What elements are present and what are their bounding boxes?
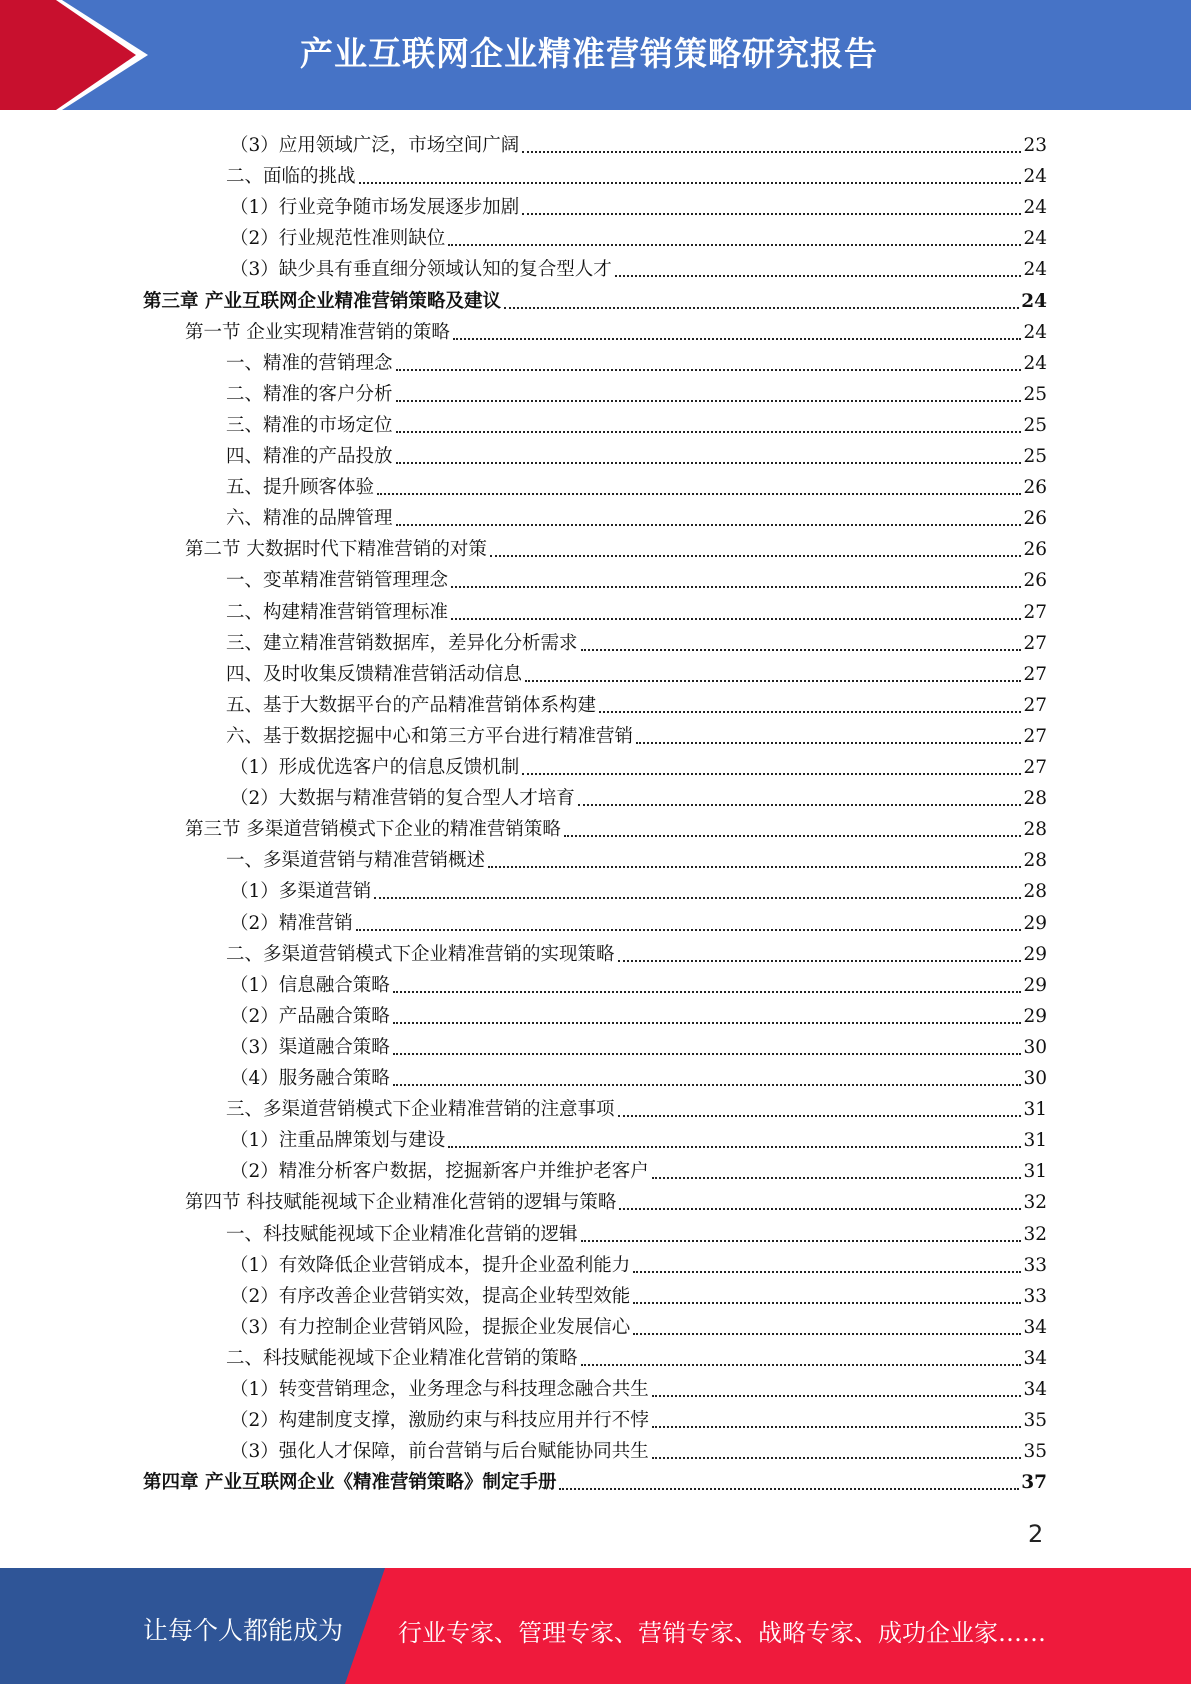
toc-entry-title: 五、基于大数据平台的产品精准营销体系构建 xyxy=(226,694,597,716)
toc-entry-page: 32 xyxy=(1023,1223,1047,1245)
toc-section-row[interactable] xyxy=(185,315,1047,346)
toc-dot-leader xyxy=(522,773,1021,775)
toc-entry-title: （2）产品融合策略 xyxy=(230,1005,390,1027)
toc-entry-page: 26 xyxy=(1023,570,1047,592)
toc-entry-page: 28 xyxy=(1023,788,1047,810)
page-header xyxy=(0,0,1191,110)
toc-entry-page: 29 xyxy=(1023,974,1047,996)
toc-entry-title: （1）有效降低企业营销成本，提升企业盈利能力 xyxy=(230,1254,631,1276)
toc-dot-leader xyxy=(619,1208,1021,1210)
toc-dot-leader xyxy=(578,804,1022,806)
toc-section-row[interactable] xyxy=(185,1185,1047,1216)
toc-entry-page: 30 xyxy=(1023,1036,1047,1058)
toc-item-row[interactable] xyxy=(230,874,1047,905)
page-footer xyxy=(0,1568,1191,1684)
toc-item-row[interactable] xyxy=(230,968,1047,999)
toc-dot-leader xyxy=(581,649,1022,651)
toc-entry-page: 24 xyxy=(1023,259,1047,281)
toc-entry-title: 四、精准的产品投放 xyxy=(226,446,393,467)
toc-entry-title: 第四章 产业互联网企业《精准营销策略》制定手册 xyxy=(143,1472,557,1494)
toc-dot-leader xyxy=(652,1426,1022,1428)
toc-entry-page: 32 xyxy=(1023,1192,1047,1214)
toc-item-row[interactable] xyxy=(230,221,1047,252)
toc-entry-page: 25 xyxy=(1023,383,1047,405)
toc-dot-leader xyxy=(633,1302,1021,1304)
toc-dot-leader xyxy=(396,462,1022,464)
toc-entry-title: 六、基于数据挖掘中心和第三方平台进行精准营销 xyxy=(226,725,634,747)
toc-entry-page: 31 xyxy=(1023,1130,1047,1152)
toc-entry-page: 27 xyxy=(1023,663,1047,685)
toc-dot-leader xyxy=(396,369,1022,371)
toc-entry-page: 27 xyxy=(1023,725,1047,747)
toc-entry-page: 34 xyxy=(1023,1347,1047,1369)
toc-dot-leader xyxy=(451,618,1021,620)
toc-entry-title: 三、建立精准营销数据库，差异化分析需求 xyxy=(226,632,578,654)
toc-entry-title: （1）信息融合策略 xyxy=(230,974,390,996)
toc-entry-title: （2）精准营销 xyxy=(230,912,353,934)
toc-entry-page: 27 xyxy=(1023,601,1047,623)
toc-entry-page: 34 xyxy=(1023,1379,1047,1400)
toc-item-row[interactable] xyxy=(226,937,1047,968)
toc-entry-page: 33 xyxy=(1023,1285,1047,1307)
toc-dot-leader xyxy=(652,1395,1022,1397)
toc-item-row[interactable] xyxy=(230,1310,1047,1341)
toc-dot-leader xyxy=(581,1364,1022,1366)
toc-dot-leader xyxy=(615,275,1022,277)
toc-dot-leader xyxy=(525,680,1021,682)
toc-entry-page: 27 xyxy=(1023,757,1047,778)
toc-entry-page: 26 xyxy=(1023,539,1047,561)
toc-item-row[interactable] xyxy=(230,1403,1047,1434)
toc-item-row[interactable] xyxy=(230,1061,1047,1092)
toc-dot-leader xyxy=(522,151,1021,153)
toc-item-row[interactable] xyxy=(230,1154,1047,1185)
toc-entry-page: 26 xyxy=(1023,508,1047,530)
toc-entry-page: 24 xyxy=(1023,197,1047,219)
toc-entry-page: 29 xyxy=(1023,1005,1047,1027)
toc-entry-title: 第四节 科技赋能视域下企业精准化营销的逻辑与策略 xyxy=(185,1192,617,1214)
toc-dot-leader xyxy=(633,1271,1021,1273)
toc-item-row[interactable] xyxy=(230,1030,1047,1061)
toc-entry-page: 28 xyxy=(1023,819,1047,841)
toc-entry-title: 第三章 产业互联网企业精准营销策略及建议 xyxy=(143,290,501,312)
toc-dot-leader xyxy=(633,1333,1021,1335)
toc-entry-page: 34 xyxy=(1023,1316,1047,1338)
toc-entry-title: 一、科技赋能视域下企业精准化营销的逻辑 xyxy=(226,1223,578,1245)
toc-section-row[interactable] xyxy=(185,532,1047,563)
toc-entry-page: 24 xyxy=(1023,166,1047,188)
toc-dot-leader xyxy=(374,897,1021,899)
toc-item-row[interactable] xyxy=(230,1279,1047,1310)
toc-dot-leader xyxy=(490,555,1022,557)
toc-entry-title: （3）缺少具有垂直细分领域认知的复合型人才 xyxy=(230,259,612,281)
toc-entry-title: 二、科技赋能视域下企业精准化营销的策略 xyxy=(226,1347,578,1369)
footer-slogan-right: 行业专家、管理专家、营销专家、战略专家、成功企业家…… xyxy=(398,1619,1046,1647)
toc-dot-leader xyxy=(377,493,1021,495)
toc-entry-page: 29 xyxy=(1023,943,1047,965)
toc-item-row[interactable] xyxy=(230,190,1047,221)
toc-entry-title: （1）多渠道营销 xyxy=(230,881,372,903)
toc-dot-leader xyxy=(522,213,1021,215)
toc-entry-title: 一、变革精准营销管理理念 xyxy=(226,570,449,592)
toc-item-row[interactable] xyxy=(226,688,1047,719)
toc-entry-page: 24 xyxy=(1023,321,1047,343)
toc-entry-title: 二、多渠道营销模式下企业精准营销的实现策略 xyxy=(226,943,615,965)
toc-item-row[interactable] xyxy=(230,252,1047,283)
toc-item-row[interactable] xyxy=(230,1372,1047,1403)
toc-entry-page: 23 xyxy=(1023,135,1047,156)
toc-item-row[interactable] xyxy=(230,906,1047,937)
toc-item-row[interactable] xyxy=(226,595,1047,626)
toc-entry-page: 25 xyxy=(1023,446,1047,467)
toc-item-row[interactable] xyxy=(226,1341,1047,1372)
toc-entry-page: 31 xyxy=(1023,1099,1047,1121)
toc-item-row[interactable] xyxy=(226,626,1047,657)
toc-entry-title: 五、提升顾客体验 xyxy=(226,477,375,499)
toc-item-row[interactable] xyxy=(230,1248,1047,1279)
toc-item-row[interactable] xyxy=(226,657,1047,688)
toc-entry-title: （1）行业竞争随市场发展逐步加剧 xyxy=(230,197,520,219)
toc-entry-title: （2）大数据与精准营销的复合型人才培育 xyxy=(230,788,575,810)
toc-item-row[interactable] xyxy=(226,563,1047,594)
toc-entry-title: （3）渠道融合策略 xyxy=(230,1036,390,1058)
toc-entry-title: （3）有力控制企业营销风险，提振企业发展信心 xyxy=(230,1316,631,1338)
toc-entry-title: 三、多渠道营销模式下企业精准营销的注意事项 xyxy=(226,1099,615,1121)
toc-entry-title: 二、构建精准营销管理标准 xyxy=(226,601,449,623)
toc-entry-title: 第一节 企业实现精准营销的策略 xyxy=(185,321,450,343)
toc-item-row[interactable] xyxy=(226,439,1047,470)
toc-item-row[interactable] xyxy=(226,1217,1047,1248)
toc-section-row[interactable] xyxy=(185,812,1047,843)
toc-chapter-row[interactable] xyxy=(143,1465,1047,1496)
toc-entry-title: 二、精准的客户分析 xyxy=(226,383,393,405)
toc-dot-leader xyxy=(618,1115,1022,1117)
toc-item-row[interactable] xyxy=(226,470,1047,501)
toc-dot-leader xyxy=(393,1084,1022,1086)
toc-item-row[interactable] xyxy=(230,1434,1047,1465)
toc-entry-page: 27 xyxy=(1023,632,1047,654)
toc-dot-leader xyxy=(356,929,1022,931)
toc-entry-page: 35 xyxy=(1023,1441,1047,1463)
toc-item-row[interactable] xyxy=(230,1123,1047,1154)
toc-entry-page: 30 xyxy=(1023,1068,1047,1089)
toc-dot-leader xyxy=(396,400,1022,402)
toc-entry-title: （1）转变营销理念，业务理念与科技理念融合共生 xyxy=(230,1379,649,1400)
toc-entry-title: 六、精准的品牌管理 xyxy=(226,508,393,530)
toc-entry-title: （2）行业规范性准则缺位 xyxy=(230,228,446,250)
toc-dot-leader xyxy=(393,1053,1022,1055)
toc-item-row[interactable] xyxy=(226,1092,1047,1123)
toc-dot-leader xyxy=(488,866,1021,868)
toc-item-row[interactable] xyxy=(226,346,1047,377)
toc-entry-title: （2）构建制度支撑，激励约束与科技应用并行不悖 xyxy=(230,1410,649,1432)
toc-entry-page: 24 xyxy=(1021,290,1047,312)
document-title: 产业互联网企业精准营销策略研究报告 xyxy=(300,34,878,73)
toc-entry-title: 第二节 大数据时代下精准营销的对策 xyxy=(185,539,487,561)
toc-entry-title: 四、及时收集反馈精准营销活动信息 xyxy=(226,663,523,685)
toc-dot-leader xyxy=(581,1240,1022,1242)
toc-dot-leader xyxy=(396,431,1022,433)
toc-entry-title: （1）注重品牌策划与建设 xyxy=(230,1130,446,1152)
toc-item-row[interactable] xyxy=(226,843,1047,874)
toc-dot-leader xyxy=(393,1022,1022,1024)
toc-entry-page: 25 xyxy=(1023,414,1047,436)
toc-entry-title: （3）强化人才保障，前台营销与后台赋能协同共生 xyxy=(230,1441,649,1463)
toc-item-row[interactable] xyxy=(230,128,1047,159)
toc-item-row[interactable] xyxy=(230,781,1047,812)
toc-dot-leader xyxy=(636,742,1021,744)
toc-entry-page: 24 xyxy=(1023,228,1047,250)
toc-entry-page: 35 xyxy=(1023,1410,1047,1432)
toc-entry-title: 二、面临的挑战 xyxy=(226,166,356,188)
toc-dot-leader xyxy=(453,338,1022,340)
toc-entry-page: 27 xyxy=(1023,694,1047,716)
toc-dot-leader xyxy=(564,835,1022,837)
toc-entry-title: 第三节 多渠道营销模式下企业的精准营销策略 xyxy=(185,819,561,841)
toc-entry-title: 一、多渠道营销与精准营销概述 xyxy=(226,850,486,872)
toc-entry-title: （2）有序改善企业营销实效，提高企业转型效能 xyxy=(230,1285,631,1307)
toc-item-row[interactable] xyxy=(226,408,1047,439)
toc-dot-leader xyxy=(652,1457,1022,1459)
toc-entry-page: 33 xyxy=(1023,1254,1047,1276)
toc-entry-page: 37 xyxy=(1021,1472,1047,1494)
footer-slogan-left: 让每个人都能成为 xyxy=(143,1616,344,1645)
toc-dot-leader xyxy=(504,307,1019,309)
toc-entry-title: （1）形成优选客户的信息反馈机制 xyxy=(230,757,520,778)
toc-entry-page: 26 xyxy=(1023,477,1047,499)
toc-dot-leader xyxy=(559,1488,1019,1490)
toc-entry-page: 24 xyxy=(1023,352,1047,374)
toc-item-row[interactable] xyxy=(226,159,1047,190)
toc-entry-page: 29 xyxy=(1023,912,1047,934)
toc-dot-leader xyxy=(652,1177,1022,1179)
toc-entry-page: 28 xyxy=(1023,881,1047,903)
toc-dot-leader xyxy=(618,960,1022,962)
toc-dot-leader xyxy=(448,244,1021,246)
toc-dot-leader xyxy=(359,182,1022,184)
toc-item-row[interactable] xyxy=(230,999,1047,1030)
toc-entry-title: （4）服务融合策略 xyxy=(230,1068,390,1089)
toc-entry-title: （3）应用领域广泛，市场空间广阔 xyxy=(230,135,520,156)
toc-dot-leader xyxy=(396,524,1022,526)
toc-entry-title: 三、精准的市场定位 xyxy=(226,414,393,436)
toc-item-row[interactable] xyxy=(226,719,1047,750)
toc-dot-leader xyxy=(599,711,1021,713)
toc-dot-leader xyxy=(451,586,1021,588)
toc-dot-leader xyxy=(448,1146,1021,1148)
toc-entry-title: （2）精准分析客户数据，挖掘新客户并维护老客户 xyxy=(230,1161,649,1183)
toc-entry-page: 31 xyxy=(1023,1161,1047,1183)
toc-chapter-row[interactable] xyxy=(143,284,1047,315)
page-number: 2 xyxy=(1028,1520,1044,1548)
toc-entry-page: 28 xyxy=(1023,850,1047,872)
toc-item-row[interactable] xyxy=(230,750,1047,781)
toc-item-row[interactable] xyxy=(226,377,1047,408)
toc-entry-title: 一、精准的营销理念 xyxy=(226,352,393,374)
toc-dot-leader xyxy=(393,991,1022,993)
toc-item-row[interactable] xyxy=(226,501,1047,532)
